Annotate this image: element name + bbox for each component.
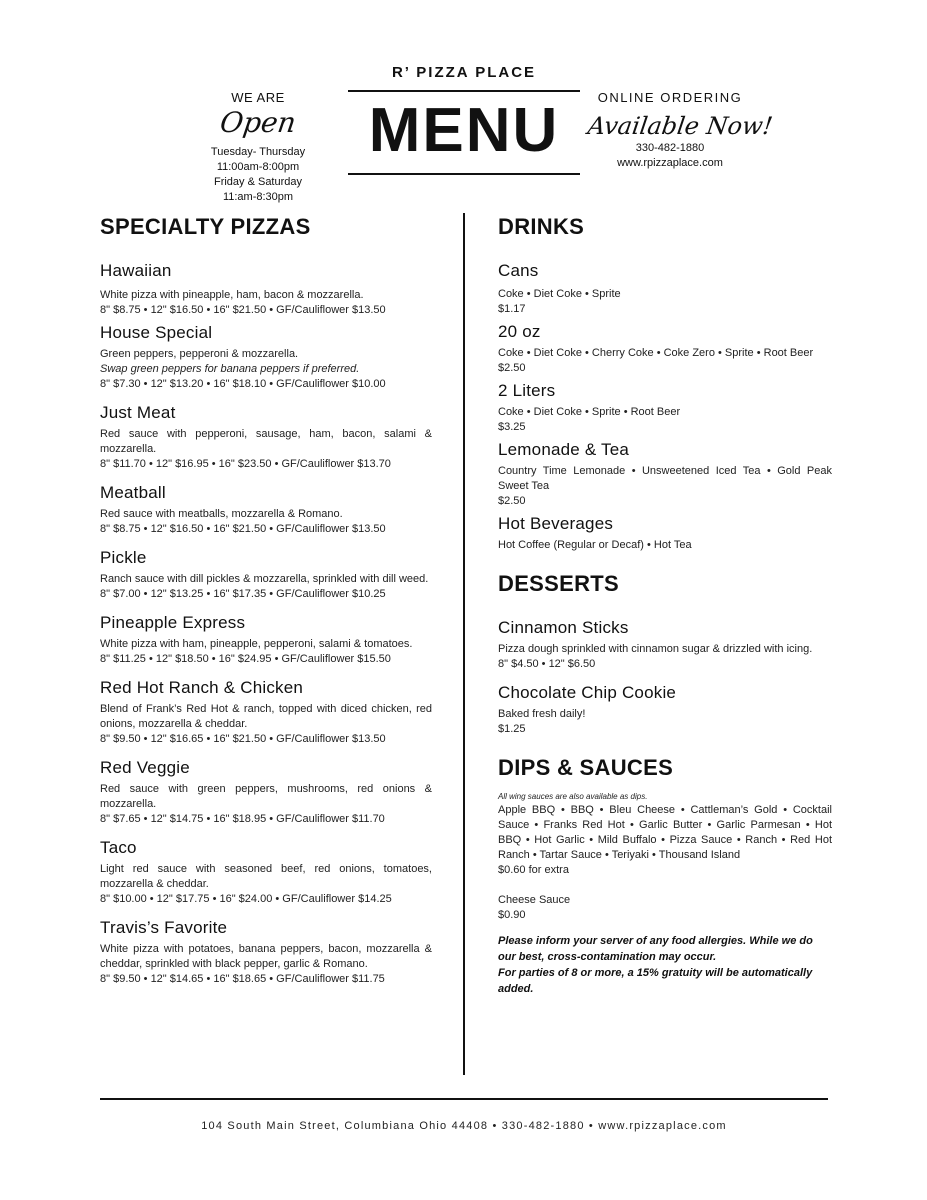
cheese-sauce-price: $0.90 bbox=[498, 909, 526, 921]
drinks-section bbox=[498, 214, 832, 553]
we-are-label: WE ARE bbox=[231, 90, 285, 105]
item-name: Hawaiian bbox=[100, 261, 172, 280]
hours-line: Tuesday- Thursday bbox=[210, 146, 306, 158]
item-description: Red sauce with meatballs, mozzarella & Romano. bbox=[100, 508, 343, 520]
menu-item bbox=[498, 321, 832, 376]
dips-list-price: $0.60 for extra bbox=[498, 864, 569, 876]
item-price: $1.17 bbox=[498, 303, 526, 315]
item-price: 8" $7.00 • 12" $13.25 • 16" $17.35 • GF/Cauliflower $10.25 bbox=[100, 588, 386, 600]
header-phone: 330-482-1880 bbox=[635, 142, 705, 154]
item-name: Meatball bbox=[100, 483, 166, 502]
menu-item bbox=[498, 617, 832, 672]
header-website: www.rpizzaplace.com bbox=[617, 157, 723, 169]
item-description: Coke • Diet Coke • Sprite bbox=[498, 288, 621, 300]
item-description: Blend of Frank’s Red Hot & ranch, topped with diced chicken, red onions, mozzarella & cheddar. bbox=[100, 703, 432, 730]
section-title: DESSERTS bbox=[498, 571, 619, 596]
item-name: Cans bbox=[498, 261, 539, 280]
dips-sauces-section bbox=[498, 755, 832, 997]
item-description: Green peppers, pepperoni & mozzarella. bbox=[100, 348, 299, 360]
right-column bbox=[498, 214, 832, 997]
title-top-rule bbox=[348, 90, 580, 92]
title-block bbox=[348, 64, 580, 175]
item-name: Pickle bbox=[100, 548, 147, 567]
item-description: Ranch sauce with dill pickles & mozzarella, sprinkled with dill weed. bbox=[100, 573, 429, 585]
gratuity-note: For parties of 8 or more, a 15% gratuity will be automatically added. bbox=[498, 967, 813, 995]
menu-item bbox=[498, 260, 832, 317]
title-bottom-rule bbox=[348, 173, 580, 175]
hours-block bbox=[198, 90, 318, 205]
item-price: 8" $9.50 • 12" $16.65 • 16" $21.50 • GF/Cauliflower $13.50 bbox=[100, 733, 386, 745]
menu-item bbox=[100, 322, 432, 392]
item-name: Pineapple Express bbox=[100, 613, 246, 632]
hours-list bbox=[198, 145, 318, 205]
item-price: 8" $4.50 • 12" $6.50 bbox=[498, 658, 596, 670]
item-price: 8" $7.30 • 12" $13.20 • 16" $18.10 • GF/Cauliflower $10.00 bbox=[100, 378, 386, 390]
available-now-script: Available Now! bbox=[586, 112, 775, 140]
footer-address: 104 South Main Street, Columbiana Ohio 44408 • 330-482-1880 • www.rpizzaplace.com bbox=[201, 1120, 727, 1132]
item-description: Coke • Diet Coke • Cherry Coke • Coke Zero • Sprite • Root Beer bbox=[498, 347, 814, 359]
item-name: 20 oz bbox=[498, 322, 541, 341]
hours-line: 11:00am-8:00pm bbox=[216, 161, 300, 173]
item-description: White pizza with ham, pineapple, pepperoni, salami & tomatoes. bbox=[100, 638, 413, 650]
menu-item bbox=[498, 439, 832, 509]
section-title: SPECIALTY PIZZAS bbox=[100, 214, 311, 239]
restaurant-name: R’ PIZZA PLACE bbox=[391, 64, 537, 81]
item-name: Travis’s Favorite bbox=[100, 918, 228, 937]
item-price: $2.50 bbox=[498, 495, 526, 507]
item-price: 8" $11.25 • 12" $18.50 • 16" $24.95 • GF/Cauliflower $15.50 bbox=[100, 653, 391, 665]
dips-small-note: All wing sauces are also available as dips. bbox=[498, 792, 648, 801]
menu-item bbox=[498, 682, 832, 737]
online-ordering-block bbox=[586, 90, 775, 171]
item-description: Red sauce with pepperoni, sausage, ham, bacon, salami & mozzarella. bbox=[100, 428, 432, 455]
item-description: Pizza dough sprinkled with cinnamon sugar & drizzled with icing. bbox=[498, 643, 813, 655]
item-price: $3.25 bbox=[498, 421, 526, 433]
menu-item bbox=[100, 482, 432, 537]
item-description: White pizza with pineapple, ham, bacon & mozzarella. bbox=[100, 289, 364, 301]
item-price: $1.25 bbox=[498, 723, 526, 735]
section-title: DRINKS bbox=[498, 214, 585, 239]
menu-item bbox=[100, 917, 432, 987]
item-description: Coke • Diet Coke • Sprite • Root Beer bbox=[498, 406, 681, 418]
menu-item bbox=[498, 380, 832, 435]
allergy-note: Please inform your server of any food allergies. While we do our best, cross-contamination may occur. bbox=[498, 935, 813, 963]
item-name: Lemonade & Tea bbox=[498, 440, 630, 459]
item-price: 8" $11.70 • 12" $16.95 • 16" $23.50 • GF/Cauliflower $13.70 bbox=[100, 458, 391, 470]
item-description: Red sauce with green peppers, mushrooms, red onions & mozzarella. bbox=[100, 783, 432, 810]
item-description: Baked fresh daily! bbox=[498, 708, 586, 720]
item-name: Taco bbox=[100, 838, 137, 857]
item-price: 8" $9.50 • 12" $14.65 • 16" $18.65 • GF/Cauliflower $11.75 bbox=[100, 973, 385, 985]
item-name: Cinnamon Sticks bbox=[498, 618, 629, 637]
specialty-pizzas-section bbox=[100, 214, 432, 987]
item-description: White pizza with potatoes, banana peppers, bacon, mozzarella & cheddar, sprinkled with black pepper, garlic & Romano. bbox=[100, 943, 432, 970]
hours-line: Friday & Saturday bbox=[213, 176, 303, 188]
dips-list: Apple BBQ • BBQ • Bleu Cheese • Cattleman’s Gold • Cocktail Sauce • Franks Red Hot • Garlic Butter • Garlic Parmesan • Hot BBQ • Hot Garlic • Mild Buffalo • Pizza Sauce • Ranch • Red Hot Ranch • Tartar Sauce • Teriyaki • Thousand Island bbox=[498, 804, 832, 861]
menu-item bbox=[100, 260, 432, 318]
open-script-text: Open bbox=[218, 106, 299, 139]
item-description: Country Time Lemonade • Unsweetened Iced Tea • Gold Peak Sweet Tea bbox=[498, 465, 832, 492]
menu-item bbox=[100, 547, 432, 602]
item-price: 8" $8.75 • 12" $16.50 • 16" $21.50 • GF/Cauliflower $13.50 bbox=[100, 523, 386, 535]
item-name: Hot Beverages bbox=[498, 514, 614, 533]
menu-item bbox=[100, 677, 432, 747]
section-title: DIPS & SAUCES bbox=[498, 755, 674, 780]
item-price: $2.50 bbox=[498, 362, 526, 374]
item-name: Red Hot Ranch & Chicken bbox=[100, 678, 304, 697]
item-note: Swap green peppers for banana peppers if preferred. bbox=[100, 363, 360, 375]
menu-item bbox=[100, 837, 432, 907]
footer-rule bbox=[100, 1098, 828, 1100]
menu-item bbox=[100, 757, 432, 827]
item-description: Hot Coffee (Regular or Decaf) • Hot Tea bbox=[498, 539, 692, 551]
online-ordering-label: ONLINE ORDERING bbox=[597, 90, 743, 105]
item-name: Red Veggie bbox=[100, 758, 190, 777]
menu-item bbox=[498, 513, 832, 553]
item-name: Chocolate Chip Cookie bbox=[498, 683, 677, 702]
item-price: 8" $7.65 • 12" $14.75 • 16" $18.95 • GF/Cauliflower $11.70 bbox=[100, 813, 385, 825]
desserts-section bbox=[498, 571, 832, 737]
item-name: House Special bbox=[100, 323, 213, 342]
item-name: Just Meat bbox=[100, 403, 176, 422]
cheese-sauce-name: Cheese Sauce bbox=[498, 894, 571, 906]
menu-title: MENU bbox=[368, 96, 560, 165]
menu-item bbox=[100, 402, 432, 472]
menu-item bbox=[100, 612, 432, 667]
hours-line: 11:am-8:30pm bbox=[222, 191, 294, 203]
column-divider bbox=[463, 213, 465, 1075]
item-name: 2 Liters bbox=[498, 381, 556, 400]
item-description: Light red sauce with seasoned beef, red onions, tomatoes, mozzarella & cheddar. bbox=[100, 863, 432, 890]
item-price: 8" $8.75 • 12" $16.50 • 16" $21.50 • GF/Cauliflower $13.50 bbox=[100, 304, 386, 316]
item-price: 8" $10.00 • 12" $17.75 • 16" $24.00 • GF/Cauliflower $14.25 bbox=[100, 893, 392, 905]
